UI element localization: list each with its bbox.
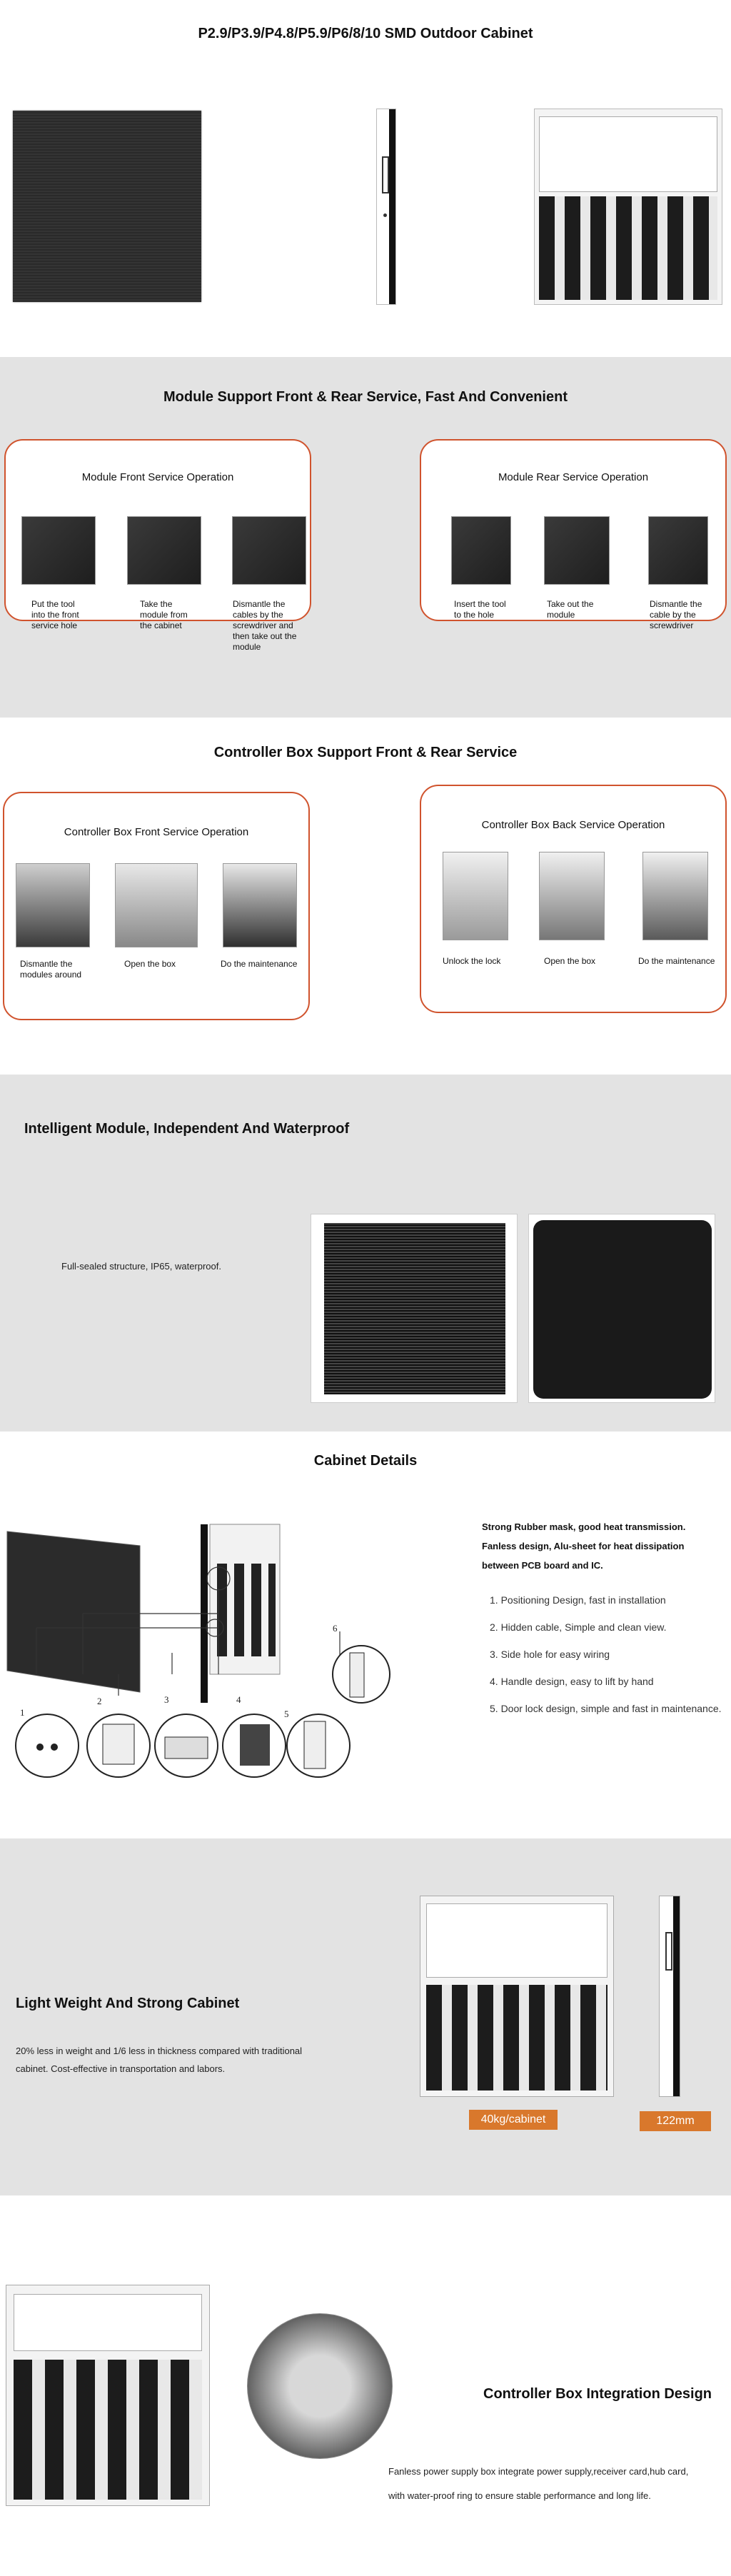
cabinet-details-section	[0, 1432, 731, 1838]
light-weight-text-2: cabinet. Cost-effective in transportation and labors.	[16, 2063, 226, 2074]
controller-integration-text-1: Fanless power supply box integrate power supply,receiver card,hub card,	[388, 2466, 689, 2477]
cabinet-details-title: Cabinet Details	[313, 1453, 418, 1469]
led-module-back-image	[528, 1214, 715, 1403]
controller-front-step-3-image	[223, 863, 297, 947]
callout-3: 3	[164, 1694, 169, 1705]
cabinet-details-intro	[482, 1517, 725, 1575]
front-step-2-image	[127, 516, 201, 585]
front-step-3-caption: Dismantle the cables by the screwdriver and then take out the module	[233, 599, 297, 652]
controller-front-step-1-image	[16, 863, 90, 947]
callout-4: 4	[236, 1694, 241, 1705]
controller-integration-title: Controller Box Integration Design	[483, 2386, 712, 2402]
callout-1: 1	[20, 1707, 25, 1718]
rear-step-3-caption: Dismantle the cable by the screwdriver	[650, 599, 702, 630]
controller-back-step-1-image	[443, 852, 508, 940]
controller-front-step-1-caption: Dismantle the modules around	[20, 959, 82, 980]
module-support-title: Module Support Front & Rear Service, Fast And Convenient	[163, 389, 568, 405]
controller-back-title: Controller Box Back Service Operation	[481, 819, 665, 831]
controller-front-step-3-caption: Do the maintenance	[221, 959, 298, 969]
cabinet-rear-image-2	[420, 1896, 614, 2097]
controller-integration-section	[0, 2195, 731, 2576]
front-step-1-caption: Put the tool into the front service hole	[31, 599, 79, 630]
feature-item: 5. Door lock design, simple and fast in maintenance.	[490, 1703, 722, 1714]
rear-step-2-image	[544, 516, 610, 585]
intelligent-module-title: Intelligent Module, Independent And Waterproof	[24, 1121, 350, 1137]
controller-front-step-2-caption: Open the box	[124, 959, 176, 969]
feature-item: 1. Positioning Design, fast in installation	[490, 1594, 666, 1606]
rear-step-3-image	[648, 516, 708, 585]
controller-front-title: Controller Box Front Service Operation	[64, 826, 249, 838]
module-support-section	[0, 357, 731, 718]
page-title: P2.9/P3.9/P4.8/P5.9/P6/8/10 SMD Outdoor Cabinet	[198, 26, 533, 41]
light-weight-section	[0, 1838, 731, 2195]
controller-front-step-2-image	[115, 863, 198, 947]
cabinet-front-image	[13, 111, 201, 302]
header-section	[0, 0, 731, 357]
controller-back-step-2-caption: Open the box	[544, 956, 596, 966]
cabinet-side-image	[376, 109, 396, 305]
module-front-title: Module Front Service Operation	[81, 471, 234, 483]
rear-step-2-caption: Take out the module	[547, 599, 594, 620]
module-front-panel	[4, 439, 311, 652]
front-step-3-image	[232, 516, 306, 585]
rear-step-1-caption: Insert the tool to the hole	[454, 599, 506, 620]
callout-6: 6	[333, 1623, 338, 1634]
thickness-tag: 122mm	[640, 2111, 711, 2131]
intelligent-module-text: Full-sealed structure, IP65, waterproof.	[61, 1261, 221, 1272]
rear-step-1-image	[451, 516, 511, 585]
controller-integration-text-2: with water-proof ring to ensure stable performance and long life.	[388, 2490, 651, 2501]
module-rear-title: Module Rear Service Operation	[498, 471, 649, 483]
controller-back-step-3-caption: Do the maintenance	[638, 956, 715, 966]
feature-item: 3. Side hole for easy wiring	[490, 1649, 610, 1660]
controller-back-step-1-caption: Unlock the lock	[443, 956, 501, 966]
controller-support-section	[0, 718, 731, 1075]
cabinet-rear-large-image	[6, 2285, 210, 2506]
controller-support-title: Controller Box Support Front & Rear Service	[213, 745, 518, 760]
controller-back-step-2-image	[539, 852, 605, 940]
cabinet-rear-image	[534, 109, 722, 305]
intelligent-module-section	[0, 1075, 731, 1432]
controller-back-step-3-image	[642, 852, 708, 940]
callout-2: 2	[97, 1696, 102, 1706]
cabinet-side-image-2	[659, 1896, 680, 2097]
cabinet-details-diagram	[4, 1510, 404, 1788]
feature-item: 2. Hidden cable, Simple and clean view.	[490, 1621, 667, 1633]
controller-back-panel	[420, 785, 727, 1013]
front-step-1-image	[21, 516, 96, 585]
feature-item: 4. Handle design, easy to lift by hand	[490, 1676, 654, 1687]
controller-closeup-image	[247, 2313, 393, 2459]
intro-line-2: Fanless design, Alu-sheet for heat dissipation	[482, 1541, 685, 1551]
intro-line-1: Strong Rubber mask, good heat transmission.	[482, 1521, 686, 1532]
cabinet-features-list	[490, 1594, 725, 1730]
callout-5: 5	[284, 1709, 289, 1719]
front-step-2-caption: Take the module from the cabinet	[140, 599, 188, 630]
module-rear-panel	[420, 439, 727, 630]
light-weight-text-1: 20% less in weight and 1/6 less in thickness compared with traditional	[16, 2046, 303, 2056]
controller-front-panel	[3, 792, 310, 1020]
intro-line-3: between PCB board and IC.	[482, 1560, 603, 1571]
led-module-front-image	[311, 1214, 518, 1403]
light-weight-title: Light Weight And Strong Cabinet	[16, 1996, 240, 2011]
weight-tag: 40kg/cabinet	[469, 2110, 558, 2130]
